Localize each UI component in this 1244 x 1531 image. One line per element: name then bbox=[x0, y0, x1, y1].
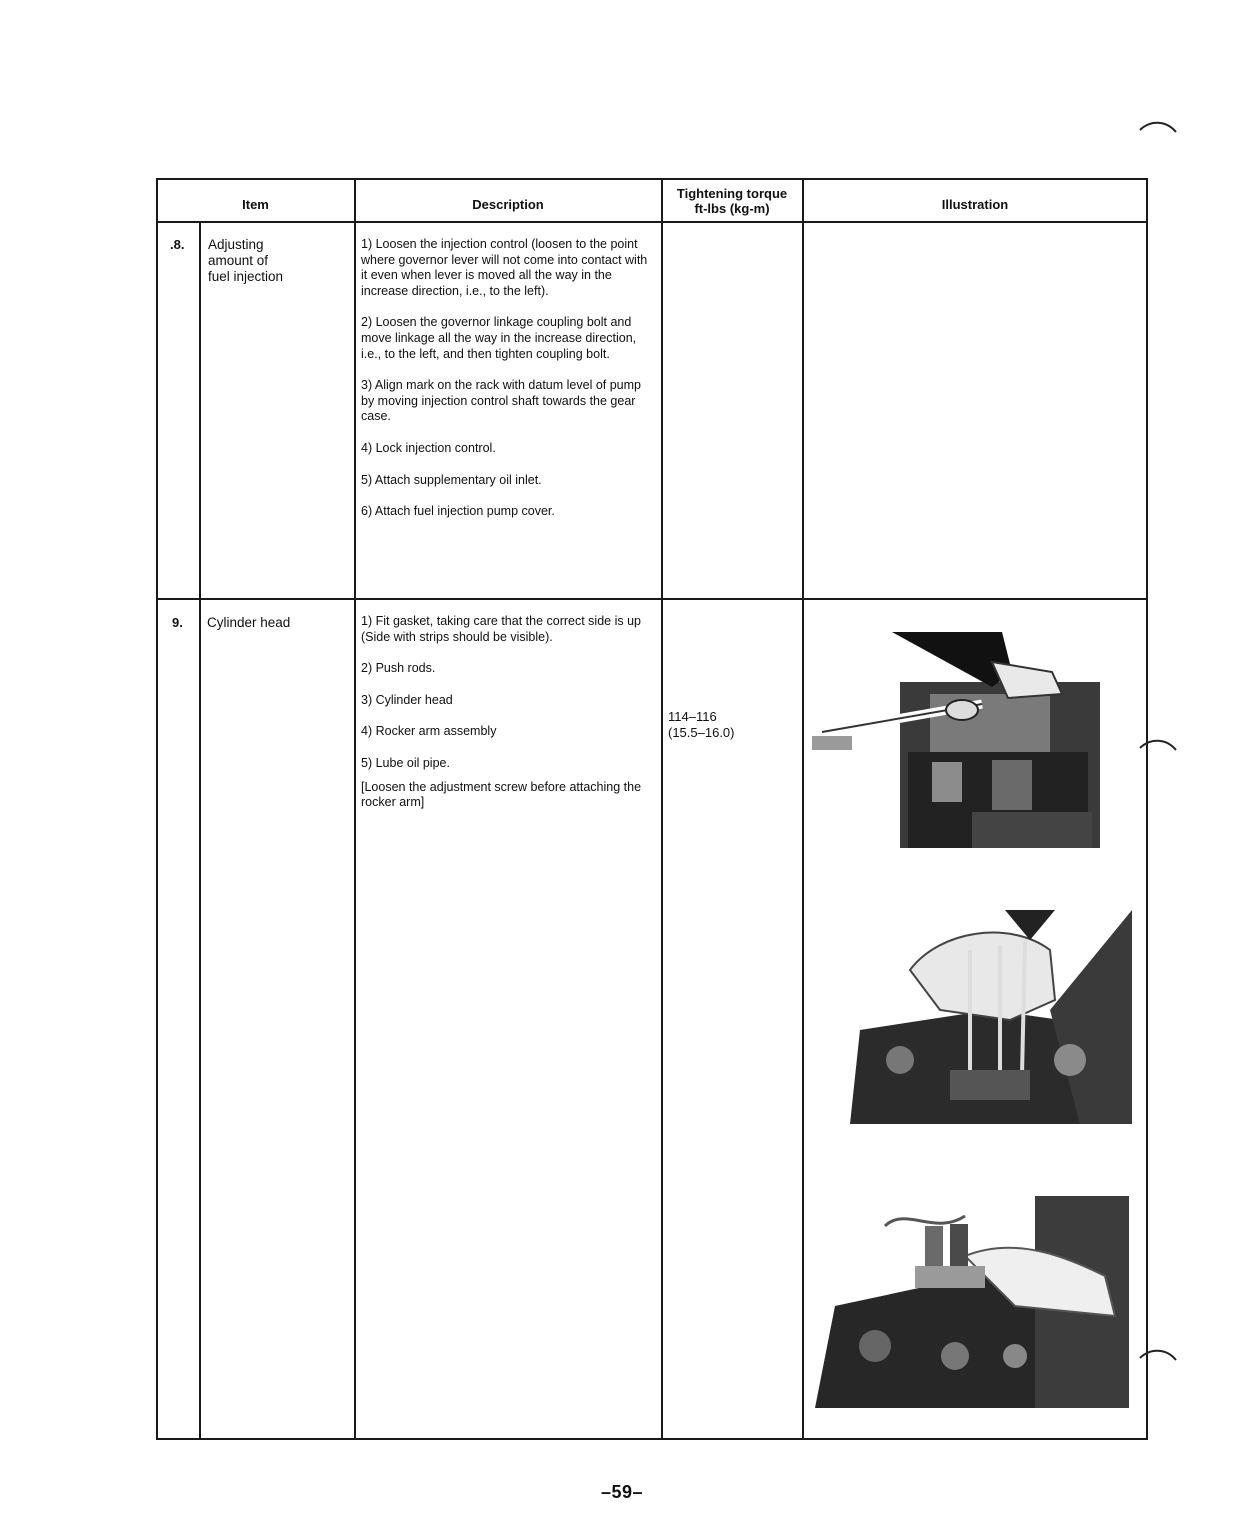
description-steps bbox=[361, 614, 653, 811]
row-number: .8. bbox=[170, 237, 185, 252]
photo-cylinder-head-torque bbox=[812, 632, 1108, 848]
header-illustration: Illustration bbox=[941, 197, 1009, 212]
step-text: 1) Loosen the injection control (loosen to the point where governor lever will not come into contact with it even when lever is moved all the way in the increase direction, i.e., to the left). bbox=[361, 237, 648, 298]
step-text: 5) Attach supplementary oil inlet. bbox=[361, 472, 542, 487]
column-divider-item bbox=[354, 179, 356, 1439]
step-text: 5) Lube oil pipe. bbox=[361, 755, 450, 770]
row-number: 9. bbox=[172, 615, 183, 630]
header-torque: Tightening torque ft-lbs (kg-m) bbox=[676, 186, 788, 216]
step-text: 3) Cylinder head bbox=[361, 692, 453, 707]
step-text: 6) Attach fuel injection pump cover. bbox=[361, 504, 555, 519]
row-divider bbox=[157, 598, 1147, 600]
step-text: 4) Rocker arm assembly bbox=[361, 724, 497, 739]
step-text: 3) Align mark on the rack with datum level of pump by moving injection control shaft towards the gear case. bbox=[361, 378, 641, 424]
description-steps bbox=[361, 237, 653, 520]
step-text: 2) Loosen the governor linkage coupling bolt and move linkage all the way in the increase direction, i.e., to the left, and then tighten coupling bolt. bbox=[361, 315, 637, 361]
photo-push-rods bbox=[850, 910, 1132, 1124]
step-text: 2) Push rods. bbox=[361, 661, 436, 676]
margin-mark-icon bbox=[1138, 118, 1178, 138]
header-item: Item bbox=[242, 197, 269, 212]
step-text: 4) Lock injection control. bbox=[361, 440, 496, 455]
header-description: Description bbox=[472, 197, 544, 212]
torque-value: 114–116 (15.5–16.0) bbox=[668, 709, 735, 740]
header-divider bbox=[157, 221, 1147, 223]
page-number: –59– bbox=[600, 1482, 644, 1502]
margin-mark-icon bbox=[1138, 1346, 1178, 1366]
step-note: [Loosen the adjustment screw before attaching the rocker arm] bbox=[361, 779, 642, 810]
item-name: Adjusting amount of fuel injection bbox=[208, 237, 284, 284]
item-name: Cylinder head bbox=[207, 615, 291, 630]
column-divider-description bbox=[661, 179, 663, 1439]
margin-mark-icon bbox=[1138, 736, 1178, 756]
step-text: 1) Fit gasket, taking care that the correct side is up (Side with strips should be visible). bbox=[361, 614, 641, 644]
column-divider-number bbox=[199, 222, 201, 1439]
photo-rocker-arm bbox=[815, 1196, 1129, 1408]
column-divider-torque bbox=[802, 179, 804, 1439]
